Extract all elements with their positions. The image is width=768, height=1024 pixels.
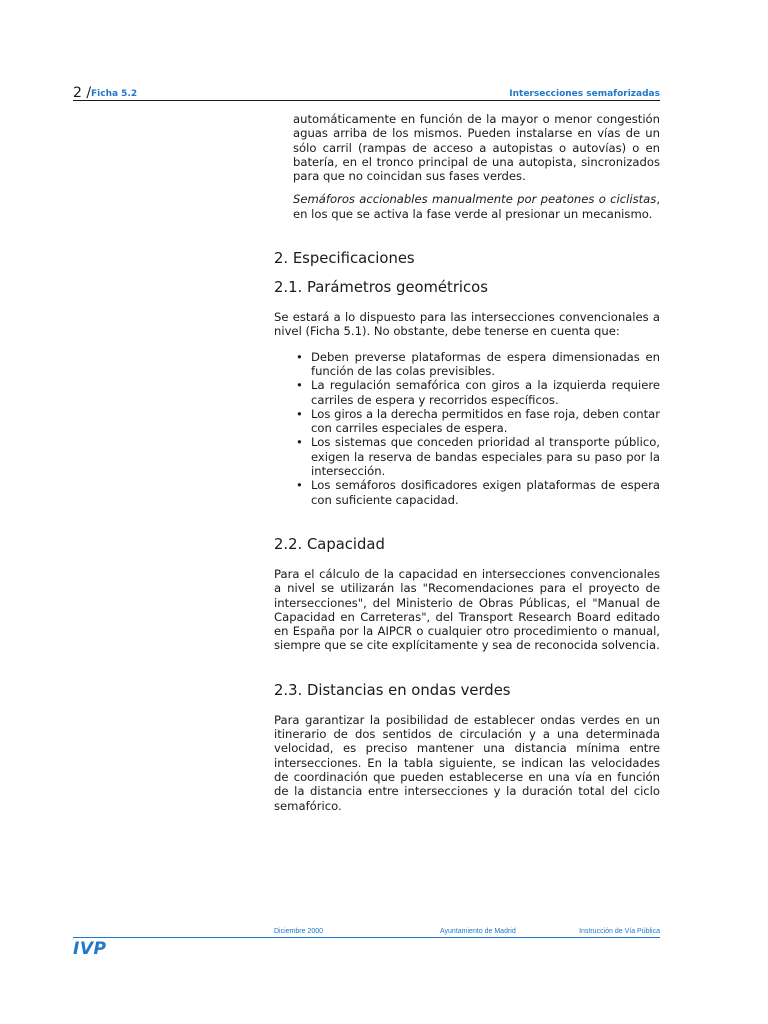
header-topic: Intersecciones semaforizadas [509,89,660,99]
list-item-text: La regulación semafórica con giros a la izquierda requiere carriles de espera y recorridos específicos. [311,378,660,407]
footer-title: Instrucción de Vía Pública [579,928,660,935]
list-item [296,378,660,407]
list-item [296,435,660,479]
list-item-text: Deben preverse plataformas de espera dimensionadas en función de las colas previsibles. [311,349,660,378]
bullet-icon: • [296,378,303,393]
ficha-label: Ficha 5.2 [91,89,138,99]
footer-org: Ayuntamiento de Madrid [440,928,516,935]
bullet-icon: • [296,478,303,493]
intro-continuation: automáticamente en función de la mayor o menor congestión aguas arriba de los mismos. Pueden instalarse en vías de un sólo carril (rampas de acceso a autopistas o autovías) o en batería, en el tronco principal de una autopista, sincronizados para que no coincidan sus fases verdes. [293,112,660,184]
footer-divider [73,937,660,938]
list-item [296,478,660,507]
main-content [274,112,660,813]
list-item-text: Los sistemas que conceden prioridad al transporte público, exigen la reserva de bandas especiales para su paso por la intersección. [311,435,660,479]
list-item-text: Los semáforos dosificadores exigen plataformas de espera con suficiente capacidad. [311,478,660,507]
header-divider [73,100,660,101]
section-2-heading: 2. Especificaciones [274,250,415,268]
intro-item-term: Semáforos accionables manualmente por peatones o ciclistas [293,192,657,207]
footer-date: Diciembre 2000 [274,928,324,935]
bullet-icon: • [296,349,303,364]
ivp-logo: IVP [73,939,107,959]
list-item [296,406,660,436]
bullet-icon: • [296,435,303,450]
list-item [296,349,660,379]
list-item-text: Los giros a la derecha permitidos en fase roja, deben contar con carriles especiales de espera. [311,406,660,436]
section-2-2-text: Para el cálculo de la capacidad en intersecciones convencionales a nivel se utilizarán las "Recomendaciones para el proyecto de intersecciones", del Ministerio de Obras Públicas, el "Manual de Capacidad en Carreteras", del Transport Research Board editado en España por la AIPCR o cualquier otro procedimiento o manual, siempre que se cite explícitamente y sea de reconocida solvencia. [274,566,660,653]
page-number: 2 / [73,85,92,101]
section-2-1-heading: 2.1. Parámetros geométricos [274,279,488,297]
section-2-1-intro: Se estará a lo dispuesto para las intersecciones convencionales a nivel (Ficha 5.1). No obstante, debe tenerse en cuenta que: [274,310,660,339]
intro-item-rest: , en los que se activa la fase verde al presionar un mecanismo. [293,192,660,221]
section-2-2-heading: 2.2. Capacidad [274,535,385,553]
bullet-icon: • [296,406,303,421]
section-2-3-text: Para garantizar la posibilidad de establecer ondas verdes en un itinerario de dos sentidos de circulación y a una determinada velocidad, es preciso mantener una distancia mínima entre intersecciones. En la tabla siguiente, se indican las velocidades de coordinación que pueden establecerse en una vía en función de la distancia entre intersecciones y la duración total del ciclo semafórico. [274,712,660,813]
section-2-3-heading: 2.3. Distancias en ondas verdes [274,681,511,699]
requirements-list [274,350,660,507]
intro-item [274,192,660,221]
